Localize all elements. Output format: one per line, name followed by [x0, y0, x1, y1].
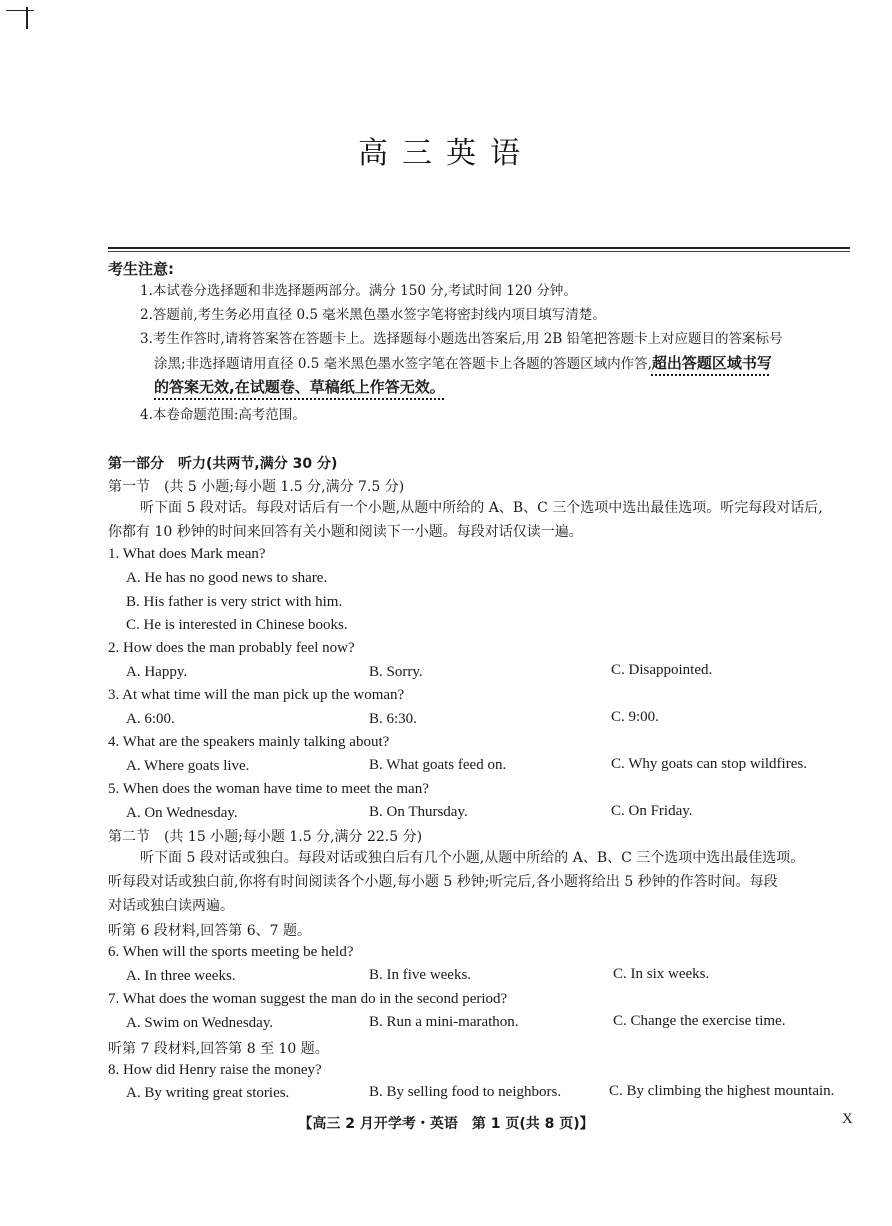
option-c: C. Change the exercise time.	[613, 1013, 786, 1029]
notes-heading: 考生注意:	[108, 260, 174, 278]
option-a: A. On Wednesday.	[126, 805, 238, 821]
section2-intro-line2: 听每段对话或独白前,你将有时间阅读各个小题,每小题 5 秒钟;听完后,各小题将给出 5 秒钟的作答时间。每段	[108, 874, 778, 890]
question-stem: 8. How did Henry raise the money?	[108, 1062, 322, 1078]
question-stem: 2. How does the man probably feel now?	[108, 640, 355, 656]
question-stem: 7. What does the woman suggest the man do in the second period?	[108, 991, 508, 1007]
option-a: A. 6:00.	[126, 711, 175, 727]
option-b: B. Run a mini-marathon.	[369, 1014, 519, 1030]
question-stem: 6. When will the sports meeting be held?	[108, 944, 354, 960]
note-item-4: 4.本卷命题范围:高考范围。	[140, 407, 306, 423]
option-c: C. Why goats can stop wildfires.	[611, 756, 807, 772]
question-stem: 4. What are the speakers mainly talking about?	[108, 734, 390, 750]
option-a: A. Swim on Wednesday.	[126, 1015, 274, 1031]
option-b: B. By selling food to neighbors.	[369, 1084, 562, 1100]
section1-title: 第一节 (共 5 小题;每小题 1.5 分,满分 7.5 分)	[108, 479, 405, 495]
material-6-note: 听第 6 段材料,回答第 6、7 题。	[108, 923, 311, 939]
option-b: B. On Thursday.	[369, 804, 468, 820]
note-item-3-line2: 涂黑;非选择题请用直径 0.5 毫米黑色墨水签字笔在答题卡上各题的答题区域内作答,	[154, 356, 652, 372]
option-c: C. He is interested in Chinese books.	[126, 617, 348, 633]
option-c: C. 9:00.	[611, 709, 659, 725]
note-item-3-cont	[154, 352, 772, 375]
question-stem: 5. When does the woman have time to meet the man?	[108, 781, 429, 797]
part1-title: 第一部分 听力(共两节,满分 30 分)	[108, 456, 338, 472]
section2-title: 第二节 (共 15 小题;每小题 1.5 分,满分 22.5 分)	[108, 829, 423, 845]
option-c: C. In six weeks.	[613, 966, 710, 982]
note-item-1: 1.本试卷分选择题和非选择题两部分。满分 150 分,考试时间 120 分钟。	[140, 283, 577, 299]
note-item-2: 2.答题前,考生务必用直径 0.5 毫米黑色墨水签字笔将密封线内项目填写清楚。	[140, 307, 606, 323]
option-c: C. On Friday.	[611, 803, 693, 819]
option-a: A. In three weeks.	[126, 968, 236, 984]
section1-intro-line2: 你都有 10 秒钟的时间来回答有关小题和阅读下一小题。每段对话仅读一遍。	[108, 524, 583, 540]
note-emphasis-b: 的答案无效,在试题卷、草稿纸上作答无效。	[154, 378, 445, 396]
option-b: B. In five weeks.	[369, 967, 472, 983]
page-title: 高三英语	[358, 136, 534, 171]
note-emphasis-a: 超出答题区域书写	[651, 354, 772, 372]
option-b: B. 6:30.	[369, 711, 417, 727]
option-b: B. Sorry.	[369, 664, 423, 680]
note-item-3: 3.考生作答时,请将答案答在答题卡上。选择题每小题选出答案后,用 2B 铅笔把答题卡上对应题目的答案标号	[140, 331, 783, 347]
option-c: C. By climbing the highest mountain.	[609, 1083, 835, 1099]
option-a: A. He has no good news to share.	[126, 570, 328, 586]
option-a: A. Happy.	[126, 664, 188, 680]
note-item-3-line3	[154, 376, 445, 399]
option-b: B. What goats feed on.	[369, 757, 507, 773]
material-7-note: 听第 7 段材料,回答第 8 至 10 题。	[108, 1041, 329, 1057]
header-rule-thin	[108, 251, 850, 252]
option-b: B. His father is very strict with him.	[126, 594, 343, 610]
page-footer: 【高三 2 月开学考・英语 第 1 页(共 8 页)】	[298, 1116, 594, 1132]
option-c: C. Disappointed.	[611, 662, 713, 678]
header-rule-thick	[108, 247, 850, 249]
section2-intro-line3: 对话或独白读两遍。	[108, 898, 234, 914]
option-a: A. Where goats live.	[126, 758, 250, 774]
question-stem: 1. What does Mark mean?	[108, 546, 266, 562]
section2-intro-line1: 听下面 5 段对话或独白。每段对话或独白后有几个小题,从题中所给的 A、B、C 三个选项中选出最佳选项。	[140, 850, 805, 866]
footer-version-mark: X	[842, 1111, 853, 1127]
section1-intro-line1: 听下面 5 段对话。每段对话后有一个小题,从题中所给的 A、B、C 三个选项中选出最佳选项。听完每段对话后,	[140, 500, 823, 516]
corner-crop-mark	[6, 10, 34, 27]
question-stem: 3. At what time will the man pick up the woman?	[108, 687, 405, 703]
option-a: A. By writing great stories.	[126, 1085, 290, 1101]
